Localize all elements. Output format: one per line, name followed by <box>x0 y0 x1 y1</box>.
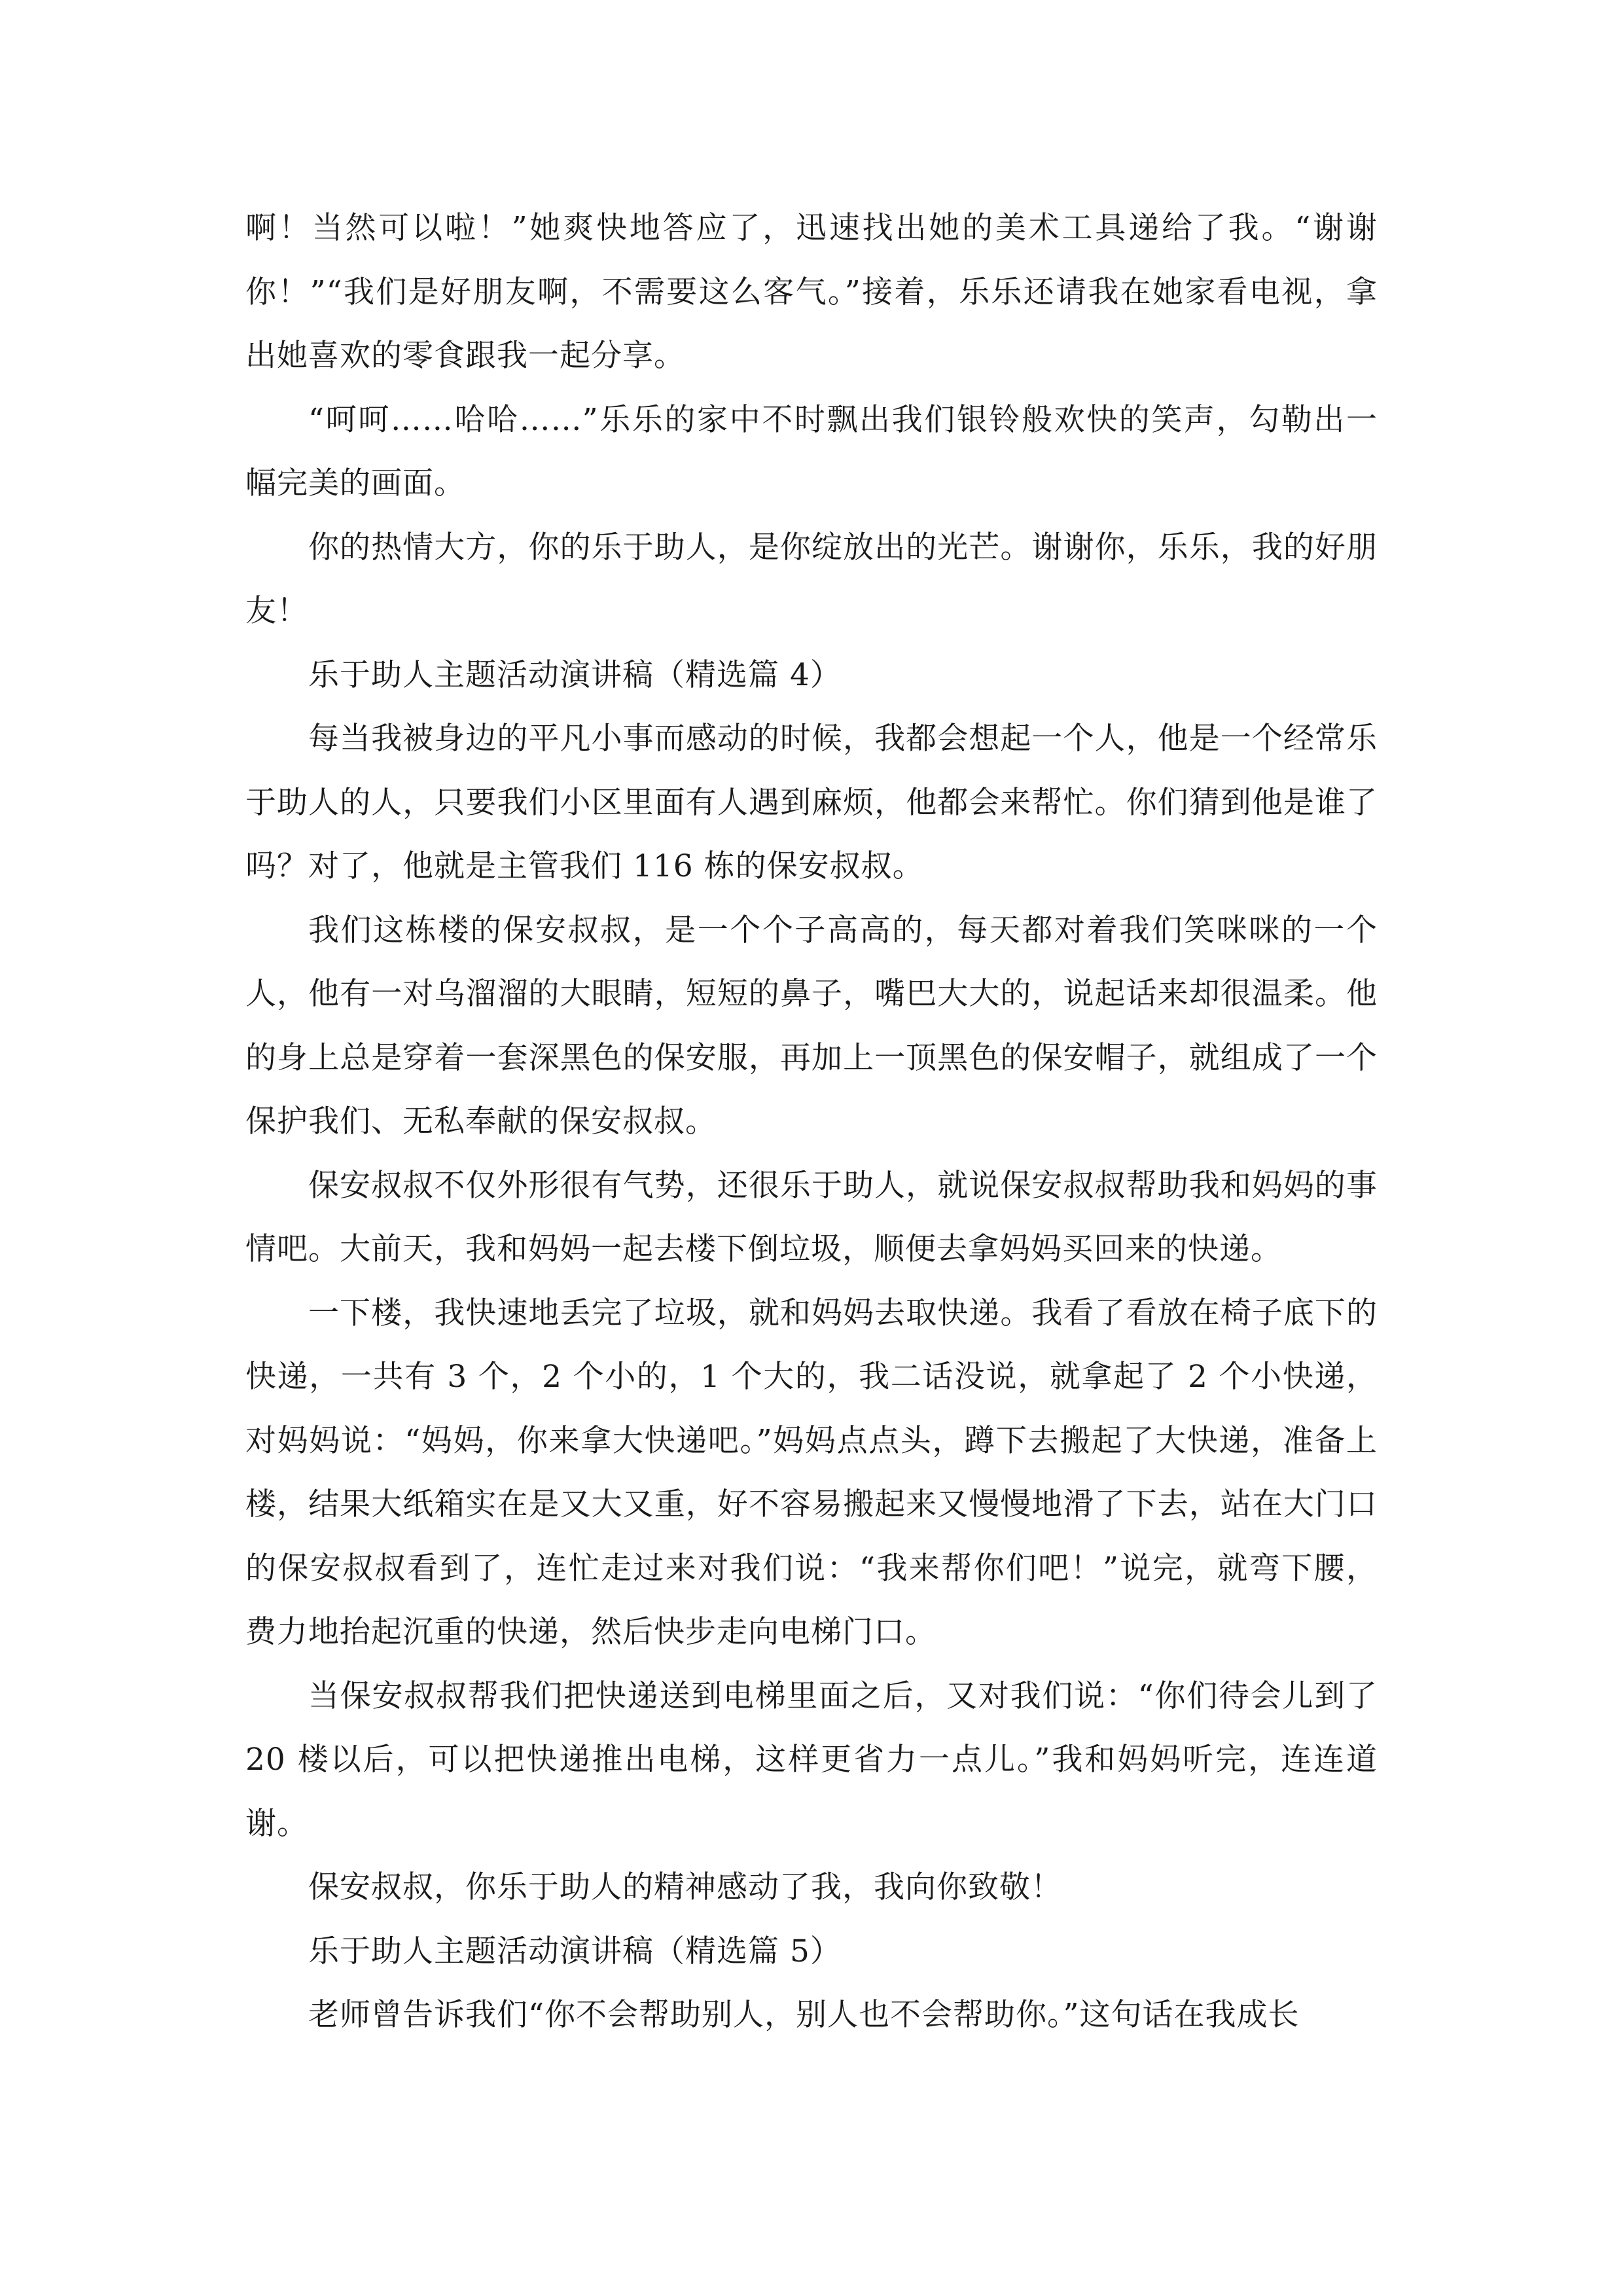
paragraph-5: 我们这栋楼的保安叔叔，是一个个子高高的，每天都对着我们笑咪咪的一个人，他有一对乌溜溜的大眼睛，短短的鼻子，嘴巴大大的，说起话来却很温柔。他的身上总是穿着一套深黑色的保安服，再加上一顶黑色的保安帽子，就组成了一个保护我们、无私奉献的保安叔叔。 <box>245 912 1378 1139</box>
paragraph-8: 当保安叔叔帮我们把快递送到电梯里面之后，又对我们说：“你们待会儿到了 20 楼以后，可以把快递推出电梯，这样更省力一点儿。”我和妈妈听完，连连道谢。 <box>245 1677 1378 1842</box>
paragraph-1: 啊！当然可以啦！”她爽快地答应了，迅速找出她的美术工具递给了我。“谢谢你！”“我们是好朋友啊，不需要这么客气。”接着，乐乐还请我在她家看电视，拿出她喜欢的零食跟我一起分享。 <box>245 210 1378 374</box>
paragraph-3: 你的热情大方，你的乐于助人，是你绽放出的光芒。谢谢你，乐乐，我的好朋友！ <box>245 529 1378 629</box>
paragraph-7: 一下楼，我快速地丢完了垃圾，就和妈妈去取快递。我看了看放在椅子底下的快递，一共有 3 个，2 个小的，1 个大的，我二话没说，就拿起了 2 个小快递，对妈妈说：“妈妈，你来拿大快递吧。”妈妈点点头，蹲下去搬起了大快递，准备上楼，结果大纸箱实在是又大又重，好不容易搬起来又慢慢地滑了下去，站在大门口的保安叔叔看到了，连忙走过来对我们说：“我来帮你们吧！”说完，就弯下腰，费力地抬起沉重的快递，然后快步走向电梯门口。 <box>245 1295 1378 1650</box>
section-heading-4: 乐于助人主题活动演讲稿（精选篇 4） <box>308 656 842 693</box>
paragraph-4: 每当我被身边的平凡小事而感动的时候，我都会想起一个人，他是一个经常乐于助人的人，只要我们小区里面有人遇到麻烦，他都会来帮忙。你们猜到他是谁了吗？对了，他就是主管我们 116 栋的保安叔叔。 <box>245 721 1378 884</box>
paragraph-10: 老师曾告诉我们“你不会帮助别人，别人也不会帮助你。”这句话在我成长 <box>308 1997 1300 2033</box>
paragraph-2: “呵呵……哈哈……”乐乐的家中不时飘出我们银铃般欢快的笑声，勾勒出一幅完美的画面。 <box>245 401 1378 501</box>
document-page <box>245 196 1378 2047</box>
paragraph-6: 保安叔叔不仅外形很有气势，还很乐于助人，就说保安叔叔帮助我和妈妈的事情吧。大前天，我和妈妈一起去楼下倒垃圾，顺便去拿妈妈买回来的快递。 <box>245 1167 1378 1267</box>
paragraph-9: 保安叔叔，你乐于助人的精神感动了我，我向你致敬！ <box>308 1869 1062 1905</box>
section-heading-5: 乐于助人主题活动演讲稿（精选篇 5） <box>308 1933 842 1969</box>
